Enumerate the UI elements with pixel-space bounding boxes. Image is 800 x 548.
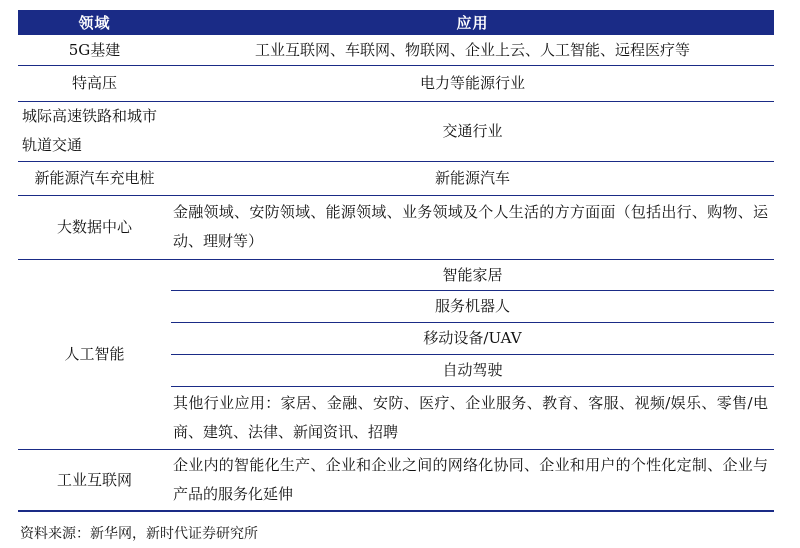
field-cell: 5G基建 xyxy=(68,40,121,59)
table-row xyxy=(18,195,774,259)
application-cell: 工业互联网、车联网、物联网、企业上云、人工智能、远程医疗等 xyxy=(254,40,690,59)
field-cell: 大数据中心 xyxy=(18,195,171,259)
application-cell: 服务机器人 xyxy=(171,290,774,322)
application-cell: 金融领域、安防领域、能源领域、业务领域及个人生活的方方面面（包括出行、购物、运动、理财等） xyxy=(171,195,774,259)
field-cell: 城际高速铁路和城市轨道交通 xyxy=(18,101,171,161)
application-cell: 移动设备/UAV xyxy=(171,322,774,354)
table-row xyxy=(18,161,774,195)
application-cell: 企业内的智能化生产、企业和企业之间的网络化协同、企业和用户的个性化定制、企业与产品的服务化延伸 xyxy=(171,449,774,511)
table-row xyxy=(18,65,774,101)
table-row xyxy=(18,449,774,511)
table-row xyxy=(18,259,774,290)
table-header-row xyxy=(18,10,774,35)
table-row xyxy=(18,35,774,65)
application-cell: 其他行业应用：家居、金融、安防、医疗、企业服务、教育、客服、视频/娱乐、零售/电商、建筑、法律、新闻资讯、招聘 xyxy=(171,386,774,449)
application-cell: 电力等能源行业 xyxy=(171,65,774,101)
table-row xyxy=(18,101,774,161)
application-cell: 自动驾驶 xyxy=(171,354,774,386)
infrastructure-application-table xyxy=(18,10,774,512)
source-note: 资料来源：新华网，新时代证券研究所 xyxy=(20,526,258,542)
application-cell: 交通行业 xyxy=(171,101,774,161)
application-cell: 智能家居 xyxy=(171,259,774,290)
field-cell: 工业互联网 xyxy=(18,449,171,511)
field-cell: 特高压 xyxy=(18,65,171,101)
header-application: 应用 xyxy=(171,10,774,35)
field-cell: 人工智能 xyxy=(18,259,171,449)
field-cell: 新能源汽车充电桩 xyxy=(18,161,171,195)
application-cell: 新能源汽车 xyxy=(171,161,774,195)
header-field: 领域 xyxy=(18,10,171,35)
